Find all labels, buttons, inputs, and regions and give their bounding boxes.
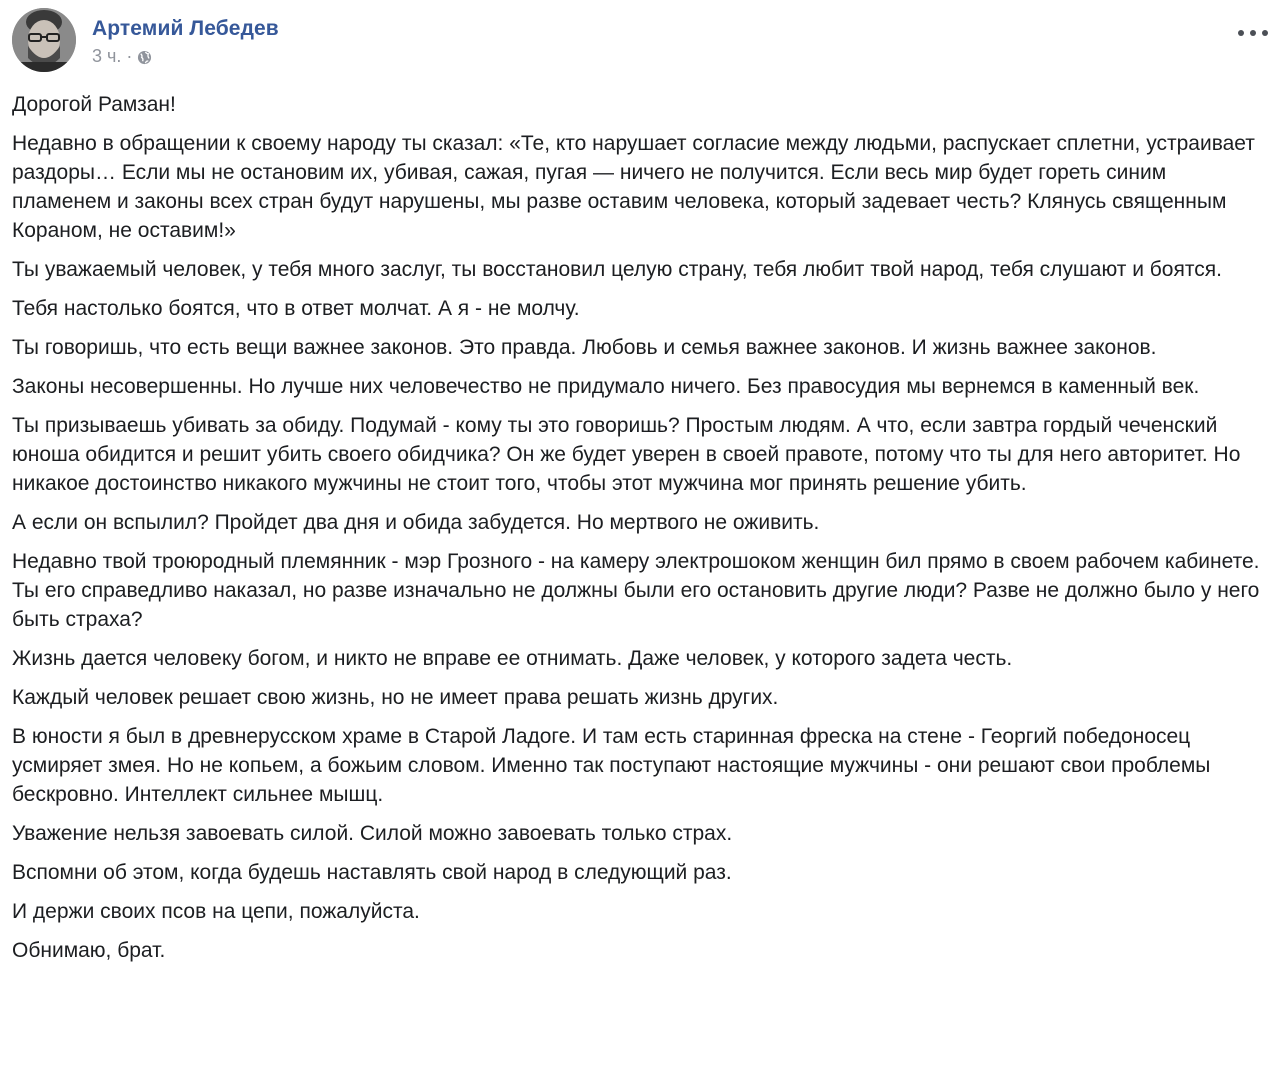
more-options-icon[interactable] bbox=[1238, 24, 1268, 42]
post-timestamp[interactable]: 3 ч. bbox=[92, 46, 122, 66]
post-paragraph: Уважение нельзя завоевать силой. Силой можно завоевать только страх. bbox=[12, 822, 733, 845]
meta-separator: · bbox=[126, 46, 133, 66]
menu-dot bbox=[1238, 30, 1244, 36]
post-paragraph: Тебя настолько боятся, что в ответ молчат. А я - не молчу. bbox=[12, 297, 580, 320]
post-paragraph: И держи своих псов на цепи, пожалуйста. bbox=[12, 900, 420, 923]
post-paragraph: Вспомни об этом, когда будешь наставлять свой народ в следующий раз. bbox=[12, 861, 732, 884]
menu-dot bbox=[1250, 30, 1256, 36]
author-avatar[interactable] bbox=[12, 8, 76, 72]
post-paragraph: А если он вспылил? Пройдет два дня и обида забудется. Но мертвого не оживить. bbox=[12, 511, 820, 534]
post-paragraph: В юности я был в древнерусском храме в Старой Ладоге. И там есть старинная фреска на стене - Георгий победоносец усмиряет змея. Но не копьем, а божьим словом. Именно так поступают настоящие мужчины - они решают свои проблемы бескровно. Интеллект сильнее мышц. bbox=[12, 725, 1211, 806]
post-paragraph: Недавно в обращении к своему народу ты сказал: «Те, кто нарушает согласие между людьми, распускает сплетни, устраивает раздоры… Если мы не остановим их, убивая, сажая, пугая — ничего не получится. Если весь мир будет гореть синим пламенем и законы всех стран будут нарушены, мы разве оставим человека, который задевает честь? Клянусь священным Кораном, не оставим!» bbox=[12, 132, 1255, 242]
post-paragraph: Жизнь дается человеку богом, и никто не вправе ее отнимать. Даже человек, у которого задета честь. bbox=[12, 647, 1013, 670]
post-body bbox=[12, 90, 1268, 975]
post-paragraph: Каждый человек решает свою жизнь, но не имеет права решать жизнь других. bbox=[12, 686, 779, 709]
avatar-image bbox=[12, 8, 76, 72]
post-paragraph: Ты уважаемый человек, у тебя много заслуг, ты восстановил целую страну, тебя любит твой народ, тебя слушают и боятся. bbox=[12, 258, 1222, 281]
globe-icon[interactable] bbox=[137, 49, 152, 64]
post-header bbox=[12, 8, 1268, 74]
post-paragraph: Обнимаю, брат. bbox=[12, 939, 166, 962]
post-meta bbox=[92, 46, 152, 67]
author-name-link[interactable]: Артемий Лебедев bbox=[92, 17, 279, 40]
post-paragraph: Недавно твой троюродный племянник - мэр Грозного - на камеру электрошоком женщин бил прямо в своем рабочем кабинете. Ты его справедливо наказал, но разве изначально не должны были его остановить другие люди? Разве не должно было у него быть страха? bbox=[12, 550, 1260, 631]
post-paragraph: Дорогой Рамзан! bbox=[12, 93, 176, 116]
post-paragraph: Ты говоришь, что есть вещи важнее законов. Это правда. Любовь и семья важнее законов. И жизнь важнее законов. bbox=[12, 336, 1157, 359]
post-paragraph: Ты призываешь убивать за обиду. Подумай - кому ты это говоришь? Простым людям. А что, если завтра гордый чеченский юноша обидится и решит убить своего обидчика? Он же будет уверен в своей правоте, потому что ты для него авторитет. Но никакое достоинство никакого мужчины не стоит того, чтобы этот мужчина мог принять решение убить. bbox=[12, 414, 1241, 495]
menu-dot bbox=[1262, 30, 1268, 36]
post-paragraph: Законы несовершенны. Но лучше них человечество не придумало ничего. Без правосудия мы вернемся в каменный век. bbox=[12, 375, 1200, 398]
